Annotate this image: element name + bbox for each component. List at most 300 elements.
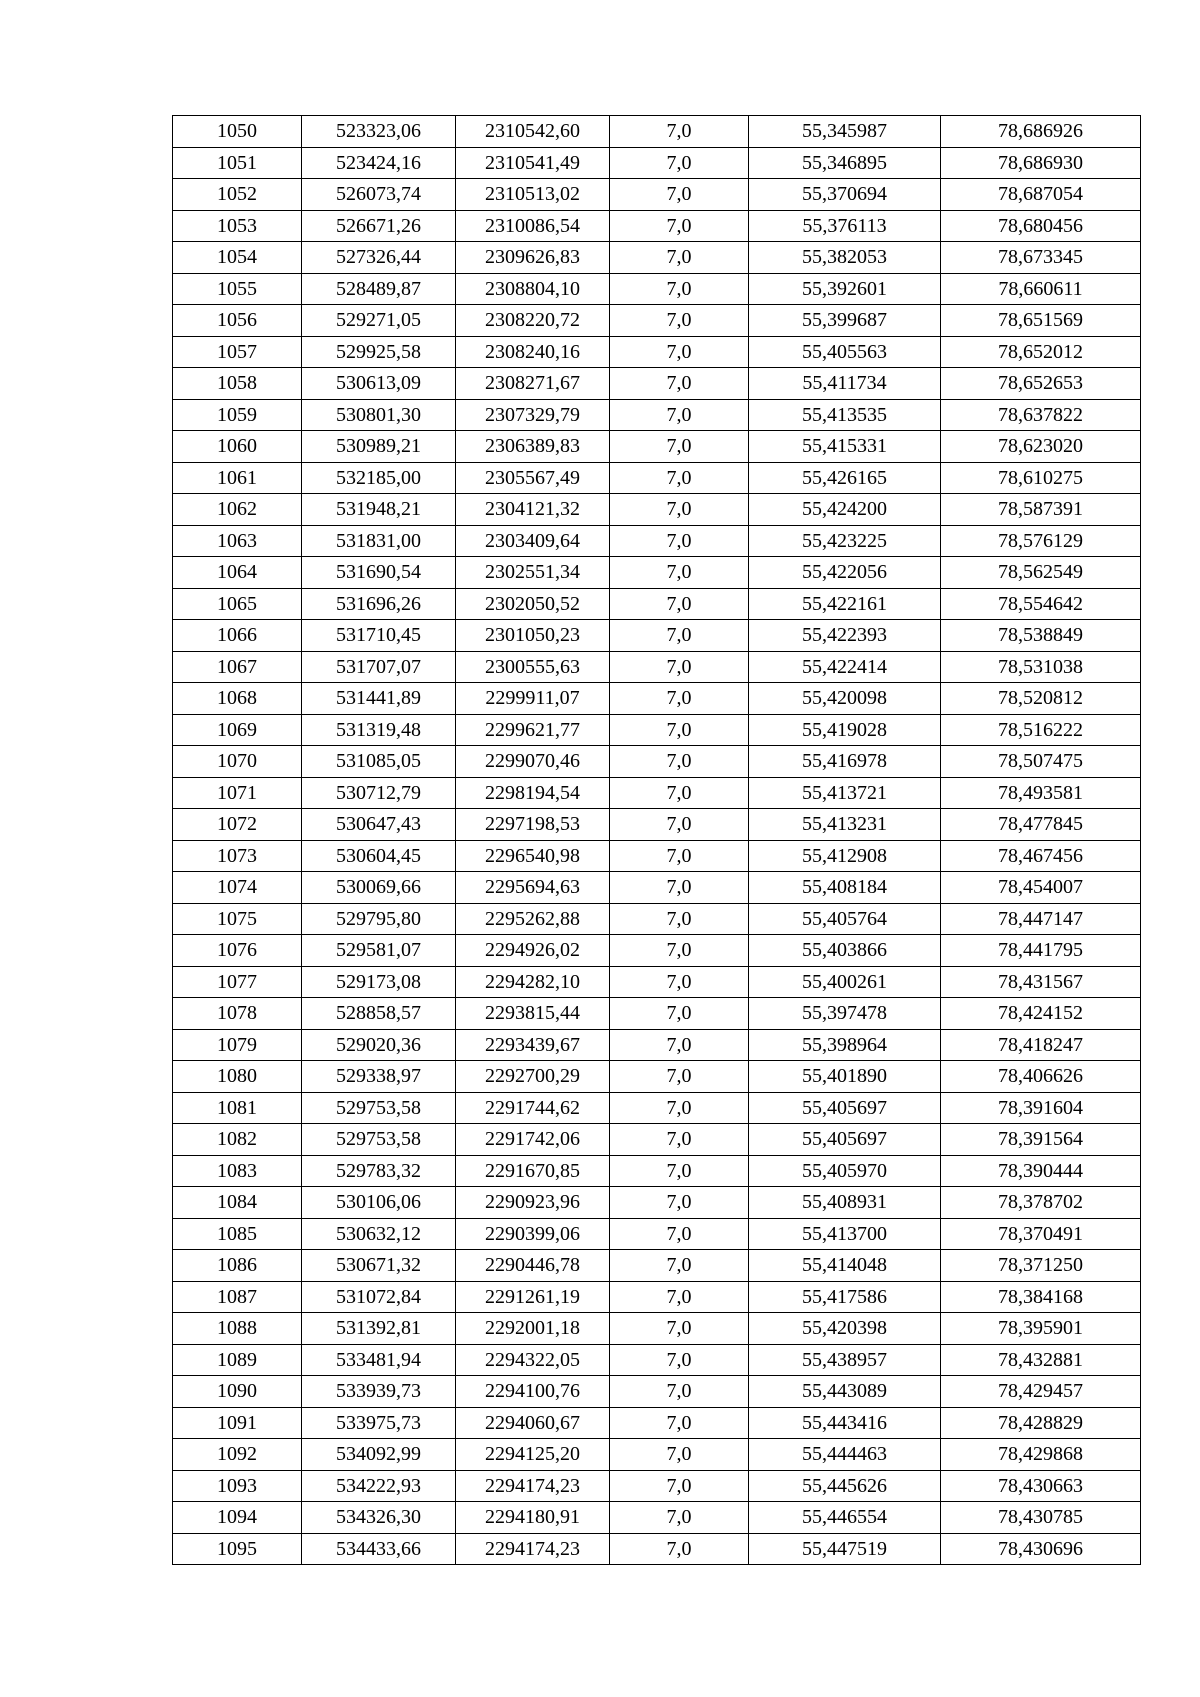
point-number-cell: 1062 (173, 494, 302, 526)
table-row (173, 1439, 1141, 1471)
latitude-cell: 55,417586 (749, 1281, 941, 1313)
latitude-cell: 55,413231 (749, 809, 941, 841)
longitude-cell: 78,652012 (941, 336, 1141, 368)
value-cell: 7,0 (610, 840, 749, 872)
y-coordinate-cell: 2290399,06 (456, 1218, 610, 1250)
longitude-cell: 78,371250 (941, 1250, 1141, 1282)
value-cell: 7,0 (610, 1533, 749, 1565)
value-cell: 7,0 (610, 1313, 749, 1345)
y-coordinate-cell: 2308220,72 (456, 305, 610, 337)
x-coordinate-cell: 528489,87 (302, 273, 456, 305)
table-row (173, 368, 1141, 400)
point-number-cell: 1071 (173, 777, 302, 809)
y-coordinate-cell: 2299621,77 (456, 714, 610, 746)
x-coordinate-cell: 529338,97 (302, 1061, 456, 1093)
value-cell: 7,0 (610, 1250, 749, 1282)
latitude-cell: 55,376113 (749, 210, 941, 242)
table-row (173, 651, 1141, 683)
value-cell: 7,0 (610, 714, 749, 746)
table-row (173, 746, 1141, 778)
table-row (173, 1092, 1141, 1124)
longitude-cell: 78,395901 (941, 1313, 1141, 1345)
x-coordinate-cell: 534433,66 (302, 1533, 456, 1565)
x-coordinate-cell: 530613,09 (302, 368, 456, 400)
point-number-cell: 1061 (173, 462, 302, 494)
latitude-cell: 55,426165 (749, 462, 941, 494)
longitude-cell: 78,441795 (941, 935, 1141, 967)
y-coordinate-cell: 2294180,91 (456, 1502, 610, 1534)
latitude-cell: 55,443416 (749, 1407, 941, 1439)
longitude-cell: 78,477845 (941, 809, 1141, 841)
latitude-cell: 55,413535 (749, 399, 941, 431)
point-number-cell: 1090 (173, 1376, 302, 1408)
y-coordinate-cell: 2290446,78 (456, 1250, 610, 1282)
y-coordinate-cell: 2294282,10 (456, 966, 610, 998)
value-cell: 7,0 (610, 1187, 749, 1219)
x-coordinate-cell: 533975,73 (302, 1407, 456, 1439)
longitude-cell: 78,430696 (941, 1533, 1141, 1565)
longitude-cell: 78,493581 (941, 777, 1141, 809)
longitude-cell: 78,516222 (941, 714, 1141, 746)
table-row (173, 1533, 1141, 1565)
table-row (173, 1407, 1141, 1439)
point-number-cell: 1077 (173, 966, 302, 998)
value-cell: 7,0 (610, 525, 749, 557)
x-coordinate-cell: 531948,21 (302, 494, 456, 526)
longitude-cell: 78,454007 (941, 872, 1141, 904)
x-coordinate-cell: 533939,73 (302, 1376, 456, 1408)
value-cell: 7,0 (610, 1344, 749, 1376)
y-coordinate-cell: 2295262,88 (456, 903, 610, 935)
x-coordinate-cell: 530712,79 (302, 777, 456, 809)
point-number-cell: 1059 (173, 399, 302, 431)
point-number-cell: 1074 (173, 872, 302, 904)
table-row (173, 620, 1141, 652)
value-cell: 7,0 (610, 620, 749, 652)
x-coordinate-cell: 534092,99 (302, 1439, 456, 1471)
value-cell: 7,0 (610, 966, 749, 998)
table-row (173, 777, 1141, 809)
latitude-cell: 55,382053 (749, 242, 941, 274)
value-cell: 7,0 (610, 1407, 749, 1439)
y-coordinate-cell: 2294322,05 (456, 1344, 610, 1376)
longitude-cell: 78,429868 (941, 1439, 1141, 1471)
y-coordinate-cell: 2294060,67 (456, 1407, 610, 1439)
value-cell: 7,0 (610, 1061, 749, 1093)
table-row (173, 1155, 1141, 1187)
value-cell: 7,0 (610, 588, 749, 620)
table-row (173, 116, 1141, 148)
point-number-cell: 1083 (173, 1155, 302, 1187)
longitude-cell: 78,637822 (941, 399, 1141, 431)
x-coordinate-cell: 530069,66 (302, 872, 456, 904)
value-cell: 7,0 (610, 147, 749, 179)
latitude-cell: 55,399687 (749, 305, 941, 337)
longitude-cell: 78,391604 (941, 1092, 1141, 1124)
value-cell: 7,0 (610, 1502, 749, 1534)
x-coordinate-cell: 531072,84 (302, 1281, 456, 1313)
y-coordinate-cell: 2310513,02 (456, 179, 610, 211)
table-row (173, 1376, 1141, 1408)
latitude-cell: 55,405764 (749, 903, 941, 935)
latitude-cell: 55,419028 (749, 714, 941, 746)
value-cell: 7,0 (610, 1281, 749, 1313)
y-coordinate-cell: 2308804,10 (456, 273, 610, 305)
longitude-cell: 78,686930 (941, 147, 1141, 179)
point-number-cell: 1066 (173, 620, 302, 652)
table-row (173, 1218, 1141, 1250)
table-row (173, 1029, 1141, 1061)
x-coordinate-cell: 532185,00 (302, 462, 456, 494)
y-coordinate-cell: 2296540,98 (456, 840, 610, 872)
latitude-cell: 55,405970 (749, 1155, 941, 1187)
x-coordinate-cell: 531696,26 (302, 588, 456, 620)
y-coordinate-cell: 2300555,63 (456, 651, 610, 683)
value-cell: 7,0 (610, 903, 749, 935)
y-coordinate-cell: 2297198,53 (456, 809, 610, 841)
longitude-cell: 78,610275 (941, 462, 1141, 494)
longitude-cell: 78,378702 (941, 1187, 1141, 1219)
y-coordinate-cell: 2294125,20 (456, 1439, 610, 1471)
value-cell: 7,0 (610, 935, 749, 967)
y-coordinate-cell: 2291744,62 (456, 1092, 610, 1124)
y-coordinate-cell: 2294174,23 (456, 1470, 610, 1502)
x-coordinate-cell: 530989,21 (302, 431, 456, 463)
longitude-cell: 78,520812 (941, 683, 1141, 715)
point-number-cell: 1055 (173, 273, 302, 305)
coordinates-table (172, 115, 1141, 1565)
latitude-cell: 55,420398 (749, 1313, 941, 1345)
y-coordinate-cell: 2293815,44 (456, 998, 610, 1030)
latitude-cell: 55,401890 (749, 1061, 941, 1093)
y-coordinate-cell: 2291670,85 (456, 1155, 610, 1187)
table-row (173, 399, 1141, 431)
longitude-cell: 78,562549 (941, 557, 1141, 589)
longitude-cell: 78,680456 (941, 210, 1141, 242)
point-number-cell: 1079 (173, 1029, 302, 1061)
latitude-cell: 55,420098 (749, 683, 941, 715)
point-number-cell: 1087 (173, 1281, 302, 1313)
x-coordinate-cell: 530671,32 (302, 1250, 456, 1282)
x-coordinate-cell: 523424,16 (302, 147, 456, 179)
table-row (173, 1470, 1141, 1502)
x-coordinate-cell: 534326,30 (302, 1502, 456, 1534)
value-cell: 7,0 (610, 1092, 749, 1124)
x-coordinate-cell: 534222,93 (302, 1470, 456, 1502)
value-cell: 7,0 (610, 998, 749, 1030)
longitude-cell: 78,467456 (941, 840, 1141, 872)
point-number-cell: 1076 (173, 935, 302, 967)
x-coordinate-cell: 527326,44 (302, 242, 456, 274)
point-number-cell: 1067 (173, 651, 302, 683)
coordinates-table-body (173, 116, 1141, 1565)
point-number-cell: 1093 (173, 1470, 302, 1502)
longitude-cell: 78,531038 (941, 651, 1141, 683)
longitude-cell: 78,660611 (941, 273, 1141, 305)
latitude-cell: 55,424200 (749, 494, 941, 526)
table-row (173, 242, 1141, 274)
point-number-cell: 1052 (173, 179, 302, 211)
x-coordinate-cell: 531319,48 (302, 714, 456, 746)
y-coordinate-cell: 2291742,06 (456, 1124, 610, 1156)
y-coordinate-cell: 2308271,67 (456, 368, 610, 400)
table-row (173, 809, 1141, 841)
table-row (173, 966, 1141, 998)
table-row (173, 494, 1141, 526)
table-row (173, 336, 1141, 368)
longitude-cell: 78,391564 (941, 1124, 1141, 1156)
y-coordinate-cell: 2308240,16 (456, 336, 610, 368)
y-coordinate-cell: 2294926,02 (456, 935, 610, 967)
point-number-cell: 1088 (173, 1313, 302, 1345)
point-number-cell: 1082 (173, 1124, 302, 1156)
table-row (173, 588, 1141, 620)
longitude-cell: 78,418247 (941, 1029, 1141, 1061)
latitude-cell: 55,422056 (749, 557, 941, 589)
x-coordinate-cell: 529753,58 (302, 1092, 456, 1124)
longitude-cell: 78,507475 (941, 746, 1141, 778)
point-number-cell: 1086 (173, 1250, 302, 1282)
x-coordinate-cell: 533481,94 (302, 1344, 456, 1376)
value-cell: 7,0 (610, 336, 749, 368)
longitude-cell: 78,554642 (941, 588, 1141, 620)
value-cell: 7,0 (610, 557, 749, 589)
point-number-cell: 1073 (173, 840, 302, 872)
x-coordinate-cell: 531710,45 (302, 620, 456, 652)
point-number-cell: 1081 (173, 1092, 302, 1124)
latitude-cell: 55,446554 (749, 1502, 941, 1534)
latitude-cell: 55,408184 (749, 872, 941, 904)
y-coordinate-cell: 2309626,83 (456, 242, 610, 274)
point-number-cell: 1075 (173, 903, 302, 935)
point-number-cell: 1091 (173, 1407, 302, 1439)
point-number-cell: 1063 (173, 525, 302, 557)
point-number-cell: 1054 (173, 242, 302, 274)
longitude-cell: 78,587391 (941, 494, 1141, 526)
longitude-cell: 78,429457 (941, 1376, 1141, 1408)
longitude-cell: 78,623020 (941, 431, 1141, 463)
y-coordinate-cell: 2292001,18 (456, 1313, 610, 1345)
value-cell: 7,0 (610, 1470, 749, 1502)
value-cell: 7,0 (610, 651, 749, 683)
table-row (173, 998, 1141, 1030)
x-coordinate-cell: 529581,07 (302, 935, 456, 967)
table-row (173, 210, 1141, 242)
longitude-cell: 78,430785 (941, 1502, 1141, 1534)
y-coordinate-cell: 2292700,29 (456, 1061, 610, 1093)
point-number-cell: 1058 (173, 368, 302, 400)
longitude-cell: 78,384168 (941, 1281, 1141, 1313)
point-number-cell: 1070 (173, 746, 302, 778)
value-cell: 7,0 (610, 273, 749, 305)
x-coordinate-cell: 530647,43 (302, 809, 456, 841)
value-cell: 7,0 (610, 777, 749, 809)
x-coordinate-cell: 529795,80 (302, 903, 456, 935)
value-cell: 7,0 (610, 809, 749, 841)
longitude-cell: 78,687054 (941, 179, 1141, 211)
x-coordinate-cell: 526671,26 (302, 210, 456, 242)
x-coordinate-cell: 531707,07 (302, 651, 456, 683)
y-coordinate-cell: 2294174,23 (456, 1533, 610, 1565)
table-row (173, 305, 1141, 337)
value-cell: 7,0 (610, 210, 749, 242)
value-cell: 7,0 (610, 1439, 749, 1471)
point-number-cell: 1078 (173, 998, 302, 1030)
latitude-cell: 55,438957 (749, 1344, 941, 1376)
longitude-cell: 78,651569 (941, 305, 1141, 337)
value-cell: 7,0 (610, 1218, 749, 1250)
longitude-cell: 78,673345 (941, 242, 1141, 274)
latitude-cell: 55,445626 (749, 1470, 941, 1502)
x-coordinate-cell: 530604,45 (302, 840, 456, 872)
x-coordinate-cell: 530106,06 (302, 1187, 456, 1219)
latitude-cell: 55,405697 (749, 1124, 941, 1156)
table-row (173, 903, 1141, 935)
point-number-cell: 1092 (173, 1439, 302, 1471)
latitude-cell: 55,403866 (749, 935, 941, 967)
latitude-cell: 55,398964 (749, 1029, 941, 1061)
y-coordinate-cell: 2293439,67 (456, 1029, 610, 1061)
y-coordinate-cell: 2301050,23 (456, 620, 610, 652)
latitude-cell: 55,345987 (749, 116, 941, 148)
table-row (173, 525, 1141, 557)
longitude-cell: 78,686926 (941, 116, 1141, 148)
x-coordinate-cell: 531441,89 (302, 683, 456, 715)
table-row (173, 872, 1141, 904)
value-cell: 7,0 (610, 116, 749, 148)
x-coordinate-cell: 531690,54 (302, 557, 456, 589)
y-coordinate-cell: 2295694,63 (456, 872, 610, 904)
longitude-cell: 78,652653 (941, 368, 1141, 400)
longitude-cell: 78,432881 (941, 1344, 1141, 1376)
latitude-cell: 55,370694 (749, 179, 941, 211)
table-row (173, 840, 1141, 872)
value-cell: 7,0 (610, 1155, 749, 1187)
x-coordinate-cell: 531392,81 (302, 1313, 456, 1345)
value-cell: 7,0 (610, 462, 749, 494)
point-number-cell: 1064 (173, 557, 302, 589)
x-coordinate-cell: 531831,00 (302, 525, 456, 557)
point-number-cell: 1084 (173, 1187, 302, 1219)
value-cell: 7,0 (610, 368, 749, 400)
x-coordinate-cell: 528858,57 (302, 998, 456, 1030)
point-number-cell: 1053 (173, 210, 302, 242)
x-coordinate-cell: 529020,36 (302, 1029, 456, 1061)
latitude-cell: 55,405697 (749, 1092, 941, 1124)
table-row (173, 935, 1141, 967)
point-number-cell: 1089 (173, 1344, 302, 1376)
point-number-cell: 1057 (173, 336, 302, 368)
latitude-cell: 55,400261 (749, 966, 941, 998)
latitude-cell: 55,397478 (749, 998, 941, 1030)
table-row (173, 683, 1141, 715)
y-coordinate-cell: 2299911,07 (456, 683, 610, 715)
value-cell: 7,0 (610, 242, 749, 274)
x-coordinate-cell: 529925,58 (302, 336, 456, 368)
value-cell: 7,0 (610, 399, 749, 431)
table-row (173, 1502, 1141, 1534)
x-coordinate-cell: 531085,05 (302, 746, 456, 778)
point-number-cell: 1085 (173, 1218, 302, 1250)
latitude-cell: 55,443089 (749, 1376, 941, 1408)
table-row (173, 557, 1141, 589)
table-row (173, 273, 1141, 305)
table-row (173, 714, 1141, 746)
longitude-cell: 78,424152 (941, 998, 1141, 1030)
value-cell: 7,0 (610, 746, 749, 778)
latitude-cell: 55,422161 (749, 588, 941, 620)
latitude-cell: 55,408931 (749, 1187, 941, 1219)
point-number-cell: 1065 (173, 588, 302, 620)
longitude-cell: 78,406626 (941, 1061, 1141, 1093)
table-row (173, 1061, 1141, 1093)
latitude-cell: 55,346895 (749, 147, 941, 179)
x-coordinate-cell: 529753,58 (302, 1124, 456, 1156)
table-row (173, 179, 1141, 211)
point-number-cell: 1069 (173, 714, 302, 746)
y-coordinate-cell: 2310542,60 (456, 116, 610, 148)
y-coordinate-cell: 2294100,76 (456, 1376, 610, 1408)
y-coordinate-cell: 2305567,49 (456, 462, 610, 494)
table-row (173, 1250, 1141, 1282)
latitude-cell: 55,422393 (749, 620, 941, 652)
latitude-cell: 55,392601 (749, 273, 941, 305)
table-row (173, 1124, 1141, 1156)
point-number-cell: 1095 (173, 1533, 302, 1565)
y-coordinate-cell: 2302050,52 (456, 588, 610, 620)
y-coordinate-cell: 2299070,46 (456, 746, 610, 778)
point-number-cell: 1051 (173, 147, 302, 179)
value-cell: 7,0 (610, 1376, 749, 1408)
y-coordinate-cell: 2307329,79 (456, 399, 610, 431)
latitude-cell: 55,423225 (749, 525, 941, 557)
x-coordinate-cell: 529173,08 (302, 966, 456, 998)
value-cell: 7,0 (610, 494, 749, 526)
table-row (173, 462, 1141, 494)
value-cell: 7,0 (610, 1124, 749, 1156)
latitude-cell: 55,413700 (749, 1218, 941, 1250)
value-cell: 7,0 (610, 431, 749, 463)
point-number-cell: 1094 (173, 1502, 302, 1534)
y-coordinate-cell: 2290923,96 (456, 1187, 610, 1219)
value-cell: 7,0 (610, 872, 749, 904)
longitude-cell: 78,430663 (941, 1470, 1141, 1502)
table-row (173, 431, 1141, 463)
x-coordinate-cell: 523323,06 (302, 116, 456, 148)
table-row (173, 1281, 1141, 1313)
table-row (173, 1313, 1141, 1345)
longitude-cell: 78,538849 (941, 620, 1141, 652)
longitude-cell: 78,431567 (941, 966, 1141, 998)
x-coordinate-cell: 530632,12 (302, 1218, 456, 1250)
value-cell: 7,0 (610, 683, 749, 715)
point-number-cell: 1080 (173, 1061, 302, 1093)
longitude-cell: 78,370491 (941, 1218, 1141, 1250)
latitude-cell: 55,411734 (749, 368, 941, 400)
latitude-cell: 55,416978 (749, 746, 941, 778)
point-number-cell: 1056 (173, 305, 302, 337)
x-coordinate-cell: 530801,30 (302, 399, 456, 431)
x-coordinate-cell: 526073,74 (302, 179, 456, 211)
y-coordinate-cell: 2291261,19 (456, 1281, 610, 1313)
point-number-cell: 1068 (173, 683, 302, 715)
longitude-cell: 78,390444 (941, 1155, 1141, 1187)
y-coordinate-cell: 2310086,54 (456, 210, 610, 242)
point-number-cell: 1072 (173, 809, 302, 841)
value-cell: 7,0 (610, 179, 749, 211)
table-row (173, 1344, 1141, 1376)
latitude-cell: 55,412908 (749, 840, 941, 872)
